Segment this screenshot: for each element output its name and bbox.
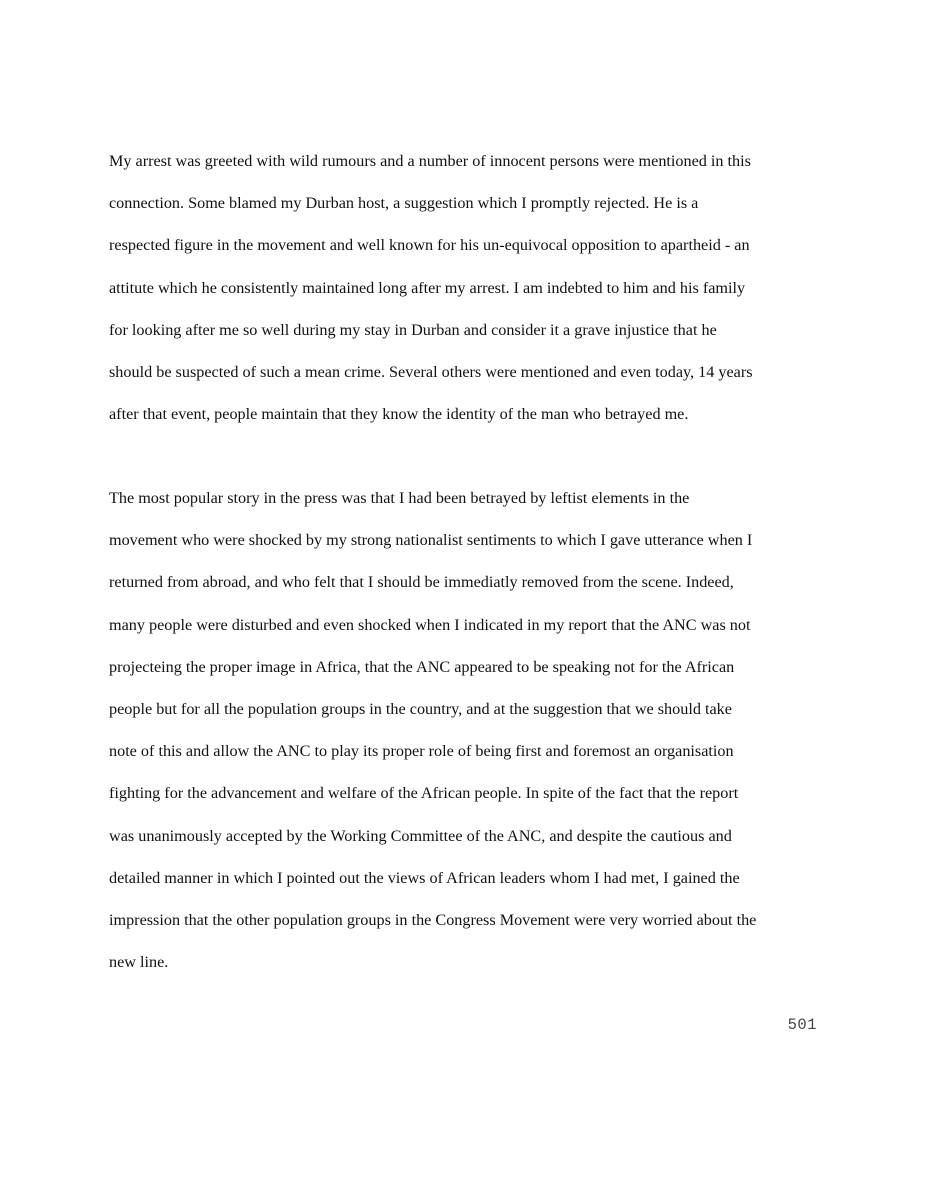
text-line: new line.	[109, 953, 169, 972]
text-line: returned from abroad, and who felt that I should be immediatly removed from the scene. Indeed,	[109, 573, 734, 592]
text-line: movement who were shocked by my strong nationalist sentiments to which I gave utterance when I	[109, 531, 753, 550]
paragraph-2	[109, 477, 824, 983]
paragraph-1	[109, 140, 824, 435]
text-line: projecteing the proper image in Africa, that the ANC appeared to be speaking not for the African	[109, 657, 735, 676]
text-line: fighting for the advancement and welfare of the African people. In spite of the fact that the report	[109, 784, 739, 803]
text-line: note of this and allow the ANC to play its proper role of being first and foremost an organisation	[109, 742, 734, 761]
text-line: My arrest was greeted with wild rumours and a number of innocent persons were mentioned in this	[109, 152, 751, 170]
text-line: impression that the other population groups in the Congress Movement were very worried about the	[109, 910, 757, 929]
text-line: respected figure in the movement and well known for his un-equivocal opposition to apartheid - an	[109, 236, 750, 255]
text-line: detailed manner in which I pointed out the views of African leaders whom I had met, I gained the	[109, 868, 740, 887]
text-line: after that event, people maintain that they know the identity of the man who betrayed me.	[109, 405, 689, 424]
text-line: for looking after me so well during my stay in Durban and consider it a grave injustice that he	[109, 320, 717, 339]
text-line: connection. Some blamed my Durban host, a suggestion which I promptly rejected. He is a	[109, 194, 699, 213]
text-line: was unanimously accepted by the Working Committee of the ANC, and despite the cautious and	[109, 826, 732, 845]
text-line: people but for all the population groups in the country, and at the suggestion that we should take	[109, 699, 732, 718]
page-number: 501	[787, 1016, 817, 1034]
text-line: should be suspected of such a mean crime. Several others were mentioned and even today, 14 years	[109, 362, 753, 381]
text-line: many people were disturbed and even shocked when I indicated in my report that the ANC was not	[109, 615, 751, 634]
text-line: The most popular story in the press was that I had been betrayed by leftist elements in the	[109, 489, 690, 507]
text-line: attitute which he consistently maintained long after my arrest. I am indebted to him and his family	[109, 278, 746, 297]
